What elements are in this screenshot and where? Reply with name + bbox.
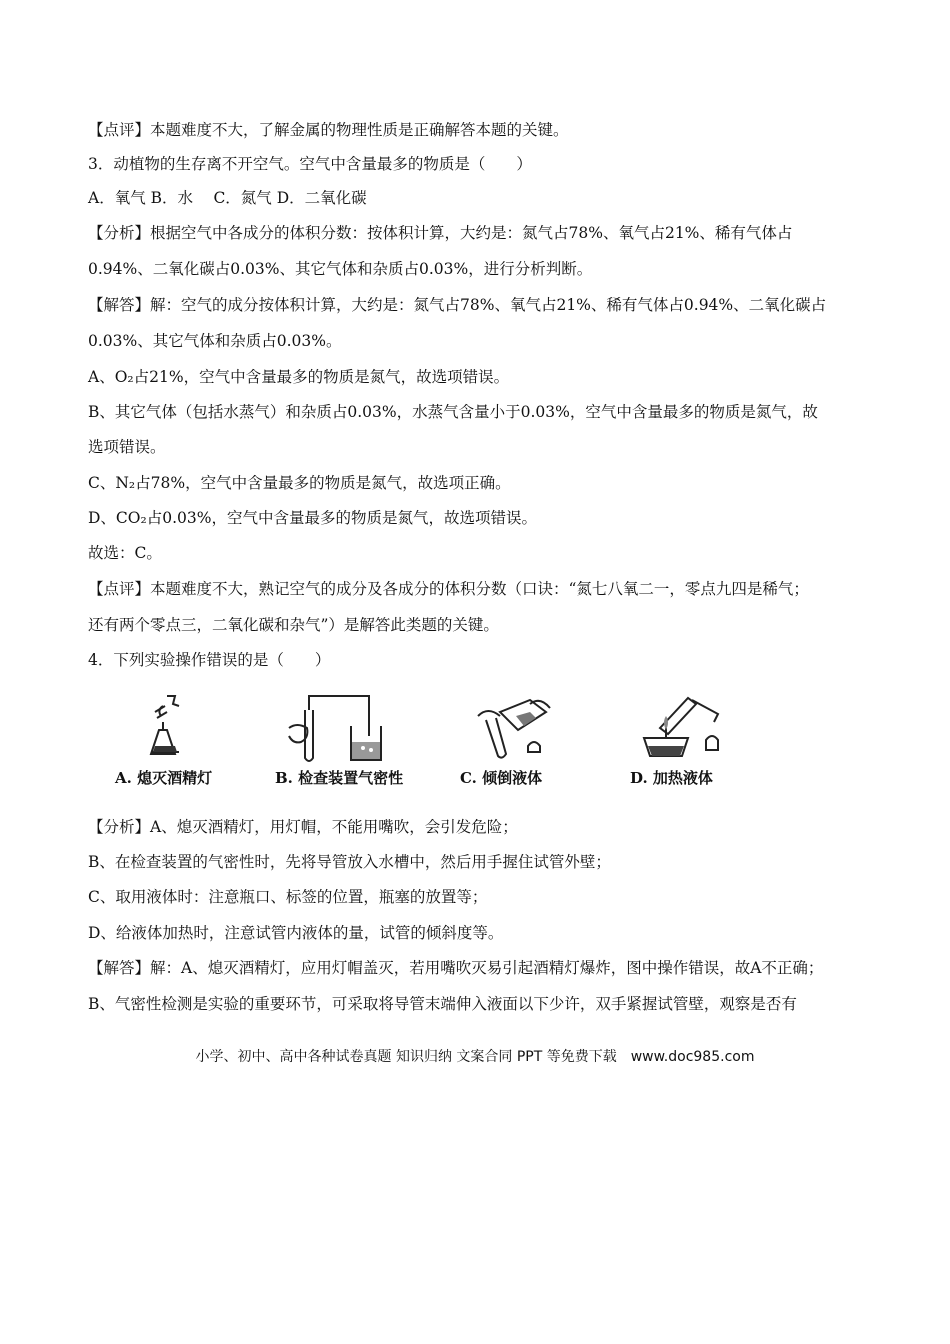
heat-liquid-icon [630, 690, 790, 765]
pour-liquid-icon [460, 690, 620, 765]
figure-d [630, 690, 790, 790]
figure-a [115, 690, 275, 790]
text-line: B、其它气体（包括水蒸气）和杂质占0.03%，水蒸气含量小于0.03%，空气中含量最多的物质是氮气，故 [88, 403, 818, 421]
text-line: 0.94%、二氧化碳占0.03%、其它气体和杂质占0.03%，进行分析判断。 [88, 260, 593, 278]
text-line: 【解答】解：A、熄灭酒精灯，应用灯帽盖灭，若用嘴吹灭易引起酒精灯爆炸，图中操作错误，故A不正确； [88, 959, 824, 977]
figure-c [460, 690, 620, 790]
airtightness-check-icon [275, 690, 435, 765]
text-line: 0.03%、其它气体和杂质占0.03%。 [88, 332, 342, 350]
text-line: 故选：C。 [88, 544, 162, 562]
text-line: C、N₂占78%，空气中含量最多的物质是氮气，故选项正确。 [88, 474, 511, 492]
text-line: 【点评】本题难度不大，了解金属的物理性质是正确解答本题的关键。 [88, 121, 569, 139]
text-line: C、取用液体时：注意瓶口、标签的位置，瓶塞的放置等； [88, 888, 488, 906]
text-line: D、给液体加热时，注意试管内液体的量，试管的倾斜度等。 [88, 924, 504, 942]
text-line: D、CO₂占0.03%，空气中含量最多的物质是氮气，故选项错误。 [88, 509, 537, 527]
question-4: 4．下列实验操作错误的是（ ） [88, 651, 331, 669]
text-line: 【分析】根据空气中各成分的体积分数：按体积计算，大约是：氮气占78%、氧气占21%、稀有气体占 [88, 224, 793, 242]
question-3-options: A．氧气 B．水 C．氮气 D．二氧化碳 [88, 189, 367, 207]
text-line: A、O₂占21%，空气中含量最多的物质是氮气，故选项错误。 [88, 368, 510, 386]
figure-d-caption: D. 加热液体 [630, 769, 713, 787]
text-line: B、在检查装置的气密性时，先将导管放入水槽中，然后用手握住试管外壁； [88, 853, 611, 871]
figure-b [275, 690, 435, 790]
text-line: 选项错误。 [88, 438, 166, 456]
alcohol-lamp-blow-icon [115, 690, 275, 765]
figure-a-caption: A. 熄灭酒精灯 [115, 769, 213, 787]
text-line: B、气密性检测是实验的重要环节，可采取将导管末端伸入液面以下少许，双手紧握试管壁，观察是否有 [88, 995, 797, 1013]
experiment-figures [115, 690, 755, 790]
figure-c-caption: C. 倾倒液体 [460, 769, 543, 787]
text-line: 【点评】本题难度不大，熟记空气的成分及各成分的体积分数（口诀：“氮七八氧二一，零点九四是稀气； [88, 580, 809, 598]
text-line: 【分析】A、熄灭酒精灯，用灯帽，不能用嘴吹，会引发危险； [88, 818, 518, 836]
page-footer: 小学、初中、高中各种试卷真题 知识归纳 文案合同 PPT 等免费下载 www.doc985.com [195, 1049, 755, 1065]
question-3: 3．动植物的生存离不开空气。空气中含量最多的物质是（ ） [88, 155, 532, 173]
figure-b-caption: B. 检查装置气密性 [275, 769, 404, 787]
text-line: 还有两个零点三，二氧化碳和杂气”）是解答此类题的关键。 [88, 616, 499, 634]
text-line: 【解答】解：空气的成分按体积计算，大约是：氮气占78%、氧气占21%、稀有气体占0.94%、二氧化碳占 [88, 296, 827, 314]
